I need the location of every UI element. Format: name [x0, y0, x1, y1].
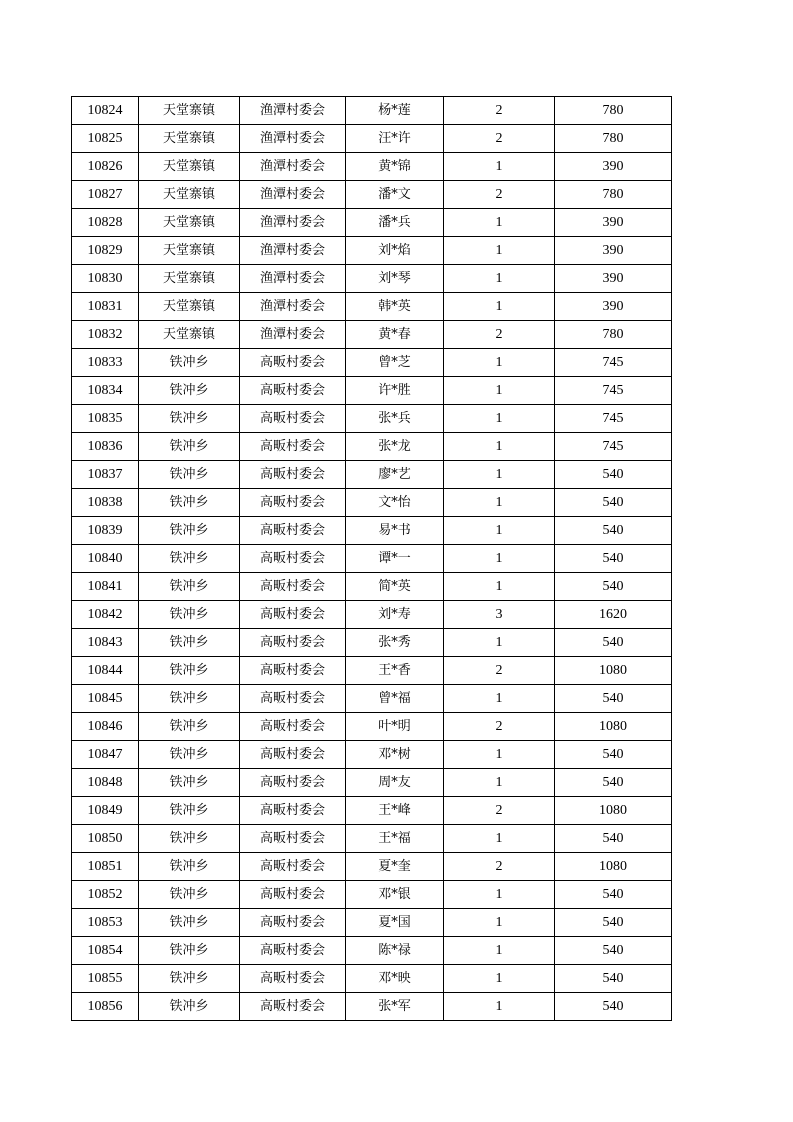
amount-cell: 1620	[555, 601, 672, 629]
name-cell: 陈*禄	[346, 937, 444, 965]
table-row	[72, 853, 672, 881]
record-id-cell: 10837	[72, 461, 139, 489]
table-row	[72, 433, 672, 461]
count-cell: 2	[444, 97, 555, 125]
record-id-cell: 10828	[72, 209, 139, 237]
town-cell: 天堂寨镇	[139, 97, 240, 125]
town-cell: 铁冲乡	[139, 881, 240, 909]
village-cell: 渔潭村委会	[240, 181, 346, 209]
village-cell: 高畈村委会	[240, 657, 346, 685]
count-cell: 1	[444, 545, 555, 573]
name-cell: 刘*琴	[346, 265, 444, 293]
count-cell: 1	[444, 489, 555, 517]
name-cell: 张*龙	[346, 433, 444, 461]
name-cell: 邓*树	[346, 741, 444, 769]
table-row	[72, 97, 672, 125]
count-cell: 1	[444, 629, 555, 657]
name-cell: 易*书	[346, 517, 444, 545]
village-cell: 渔潭村委会	[240, 293, 346, 321]
village-cell: 高畈村委会	[240, 489, 346, 517]
town-cell: 铁冲乡	[139, 713, 240, 741]
village-cell: 高畈村委会	[240, 461, 346, 489]
table-row	[72, 797, 672, 825]
name-cell: 叶*明	[346, 713, 444, 741]
record-id-cell: 10847	[72, 741, 139, 769]
amount-cell: 540	[555, 965, 672, 993]
name-cell: 谭*一	[346, 545, 444, 573]
village-cell: 高畈村委会	[240, 797, 346, 825]
amount-cell: 780	[555, 125, 672, 153]
village-cell: 高畈村委会	[240, 685, 346, 713]
name-cell: 王*香	[346, 657, 444, 685]
village-cell: 高畈村委会	[240, 993, 346, 1021]
amount-cell: 540	[555, 545, 672, 573]
table-row	[72, 321, 672, 349]
record-id-cell: 10856	[72, 993, 139, 1021]
town-cell: 天堂寨镇	[139, 293, 240, 321]
amount-cell: 745	[555, 405, 672, 433]
record-id-cell: 10842	[72, 601, 139, 629]
village-cell: 渔潭村委会	[240, 321, 346, 349]
amount-cell: 1080	[555, 853, 672, 881]
name-cell: 邓*银	[346, 881, 444, 909]
count-cell: 1	[444, 377, 555, 405]
town-cell: 铁冲乡	[139, 517, 240, 545]
name-cell: 王*福	[346, 825, 444, 853]
town-cell: 铁冲乡	[139, 993, 240, 1021]
record-id-cell: 10836	[72, 433, 139, 461]
table-row	[72, 741, 672, 769]
count-cell: 3	[444, 601, 555, 629]
name-cell: 张*军	[346, 993, 444, 1021]
count-cell: 1	[444, 573, 555, 601]
village-cell: 高畈村委会	[240, 769, 346, 797]
table-row	[72, 153, 672, 181]
amount-cell: 540	[555, 937, 672, 965]
amount-cell: 780	[555, 181, 672, 209]
village-cell: 高畈村委会	[240, 713, 346, 741]
count-cell: 1	[444, 461, 555, 489]
count-cell: 2	[444, 125, 555, 153]
name-cell: 廖*艺	[346, 461, 444, 489]
town-cell: 铁冲乡	[139, 545, 240, 573]
amount-cell: 780	[555, 321, 672, 349]
village-cell: 高畈村委会	[240, 881, 346, 909]
record-id-cell: 10838	[72, 489, 139, 517]
village-cell: 高畈村委会	[240, 573, 346, 601]
town-cell: 天堂寨镇	[139, 181, 240, 209]
record-id-cell: 10854	[72, 937, 139, 965]
name-cell: 曾*芝	[346, 349, 444, 377]
village-cell: 高畈村委会	[240, 853, 346, 881]
count-cell: 1	[444, 517, 555, 545]
record-id-cell: 10825	[72, 125, 139, 153]
name-cell: 黄*春	[346, 321, 444, 349]
town-cell: 铁冲乡	[139, 657, 240, 685]
amount-cell: 390	[555, 209, 672, 237]
record-id-cell: 10853	[72, 909, 139, 937]
town-cell: 铁冲乡	[139, 629, 240, 657]
amount-cell: 745	[555, 433, 672, 461]
amount-cell: 390	[555, 293, 672, 321]
town-cell: 铁冲乡	[139, 853, 240, 881]
table-row	[72, 657, 672, 685]
village-cell: 渔潭村委会	[240, 237, 346, 265]
record-id-cell: 10841	[72, 573, 139, 601]
count-cell: 1	[444, 433, 555, 461]
amount-cell: 1080	[555, 797, 672, 825]
table-row	[72, 405, 672, 433]
table-row	[72, 937, 672, 965]
record-id-cell: 10833	[72, 349, 139, 377]
count-cell: 1	[444, 349, 555, 377]
name-cell: 汪*许	[346, 125, 444, 153]
village-cell: 渔潭村委会	[240, 125, 346, 153]
record-id-cell: 10834	[72, 377, 139, 405]
village-cell: 渔潭村委会	[240, 153, 346, 181]
table-row	[72, 713, 672, 741]
count-cell: 2	[444, 181, 555, 209]
table-row	[72, 881, 672, 909]
village-cell: 高畈村委会	[240, 909, 346, 937]
table-row	[72, 489, 672, 517]
record-id-cell: 10829	[72, 237, 139, 265]
town-cell: 铁冲乡	[139, 349, 240, 377]
town-cell: 天堂寨镇	[139, 237, 240, 265]
town-cell: 铁冲乡	[139, 769, 240, 797]
village-cell: 渔潭村委会	[240, 209, 346, 237]
record-id-cell: 10826	[72, 153, 139, 181]
town-cell: 天堂寨镇	[139, 265, 240, 293]
amount-cell: 540	[555, 517, 672, 545]
town-cell: 铁冲乡	[139, 909, 240, 937]
amount-cell: 390	[555, 237, 672, 265]
name-cell: 杨*莲	[346, 97, 444, 125]
count-cell: 1	[444, 965, 555, 993]
village-cell: 高畈村委会	[240, 517, 346, 545]
record-id-cell: 10831	[72, 293, 139, 321]
record-id-cell: 10849	[72, 797, 139, 825]
town-cell: 铁冲乡	[139, 685, 240, 713]
table-row	[72, 601, 672, 629]
village-cell: 高畈村委会	[240, 965, 346, 993]
record-id-cell: 10851	[72, 853, 139, 881]
count-cell: 1	[444, 769, 555, 797]
table-row	[72, 181, 672, 209]
records-body	[72, 97, 672, 1021]
count-cell: 1	[444, 153, 555, 181]
count-cell: 1	[444, 881, 555, 909]
name-cell: 简*英	[346, 573, 444, 601]
town-cell: 铁冲乡	[139, 461, 240, 489]
table-row	[72, 685, 672, 713]
amount-cell: 540	[555, 461, 672, 489]
village-cell: 高畈村委会	[240, 741, 346, 769]
name-cell: 张*秀	[346, 629, 444, 657]
count-cell: 1	[444, 405, 555, 433]
table-row	[72, 125, 672, 153]
amount-cell: 1080	[555, 657, 672, 685]
name-cell: 刘*焰	[346, 237, 444, 265]
town-cell: 铁冲乡	[139, 573, 240, 601]
village-cell: 高畈村委会	[240, 825, 346, 853]
amount-cell: 540	[555, 881, 672, 909]
table-row	[72, 629, 672, 657]
count-cell: 2	[444, 853, 555, 881]
name-cell: 刘*寿	[346, 601, 444, 629]
name-cell: 夏*奎	[346, 853, 444, 881]
amount-cell: 540	[555, 769, 672, 797]
amount-cell: 780	[555, 97, 672, 125]
table-row	[72, 461, 672, 489]
count-cell: 2	[444, 797, 555, 825]
record-id-cell: 10830	[72, 265, 139, 293]
record-id-cell: 10855	[72, 965, 139, 993]
town-cell: 铁冲乡	[139, 405, 240, 433]
name-cell: 黄*锦	[346, 153, 444, 181]
village-cell: 渔潭村委会	[240, 97, 346, 125]
record-id-cell: 10852	[72, 881, 139, 909]
village-cell: 高畈村委会	[240, 937, 346, 965]
village-cell: 高畈村委会	[240, 629, 346, 657]
count-cell: 2	[444, 321, 555, 349]
count-cell: 1	[444, 237, 555, 265]
name-cell: 韩*英	[346, 293, 444, 321]
table-row	[72, 909, 672, 937]
table-row	[72, 265, 672, 293]
table-row	[72, 377, 672, 405]
record-id-cell: 10824	[72, 97, 139, 125]
town-cell: 铁冲乡	[139, 937, 240, 965]
count-cell: 1	[444, 209, 555, 237]
amount-cell: 540	[555, 993, 672, 1021]
town-cell: 天堂寨镇	[139, 125, 240, 153]
town-cell: 铁冲乡	[139, 741, 240, 769]
count-cell: 2	[444, 657, 555, 685]
name-cell: 曾*福	[346, 685, 444, 713]
table-row	[72, 993, 672, 1021]
record-id-cell: 10845	[72, 685, 139, 713]
village-cell: 高畈村委会	[240, 377, 346, 405]
town-cell: 铁冲乡	[139, 601, 240, 629]
table-row	[72, 517, 672, 545]
record-id-cell: 10832	[72, 321, 139, 349]
count-cell: 1	[444, 909, 555, 937]
count-cell: 1	[444, 293, 555, 321]
name-cell: 夏*国	[346, 909, 444, 937]
town-cell: 铁冲乡	[139, 965, 240, 993]
count-cell: 1	[444, 741, 555, 769]
town-cell: 铁冲乡	[139, 797, 240, 825]
town-cell: 天堂寨镇	[139, 153, 240, 181]
amount-cell: 1080	[555, 713, 672, 741]
amount-cell: 745	[555, 377, 672, 405]
table-row	[72, 573, 672, 601]
record-id-cell: 10850	[72, 825, 139, 853]
record-id-cell: 10844	[72, 657, 139, 685]
village-cell: 高畈村委会	[240, 601, 346, 629]
table-row	[72, 965, 672, 993]
town-cell: 天堂寨镇	[139, 209, 240, 237]
table-row	[72, 209, 672, 237]
village-cell: 高畈村委会	[240, 349, 346, 377]
table-row	[72, 237, 672, 265]
name-cell: 许*胜	[346, 377, 444, 405]
table-row	[72, 545, 672, 573]
count-cell: 1	[444, 937, 555, 965]
town-cell: 铁冲乡	[139, 433, 240, 461]
town-cell: 铁冲乡	[139, 377, 240, 405]
amount-cell: 540	[555, 909, 672, 937]
amount-cell: 540	[555, 489, 672, 517]
record-id-cell: 10835	[72, 405, 139, 433]
name-cell: 潘*兵	[346, 209, 444, 237]
town-cell: 铁冲乡	[139, 489, 240, 517]
name-cell: 潘*文	[346, 181, 444, 209]
record-id-cell: 10827	[72, 181, 139, 209]
amount-cell: 390	[555, 265, 672, 293]
record-id-cell: 10843	[72, 629, 139, 657]
count-cell: 1	[444, 685, 555, 713]
table-row	[72, 825, 672, 853]
table-row	[72, 349, 672, 377]
count-cell: 1	[444, 825, 555, 853]
town-cell: 天堂寨镇	[139, 321, 240, 349]
village-cell: 高畈村委会	[240, 405, 346, 433]
village-cell: 高畈村委会	[240, 433, 346, 461]
amount-cell: 390	[555, 153, 672, 181]
record-id-cell: 10840	[72, 545, 139, 573]
record-id-cell: 10848	[72, 769, 139, 797]
count-cell: 1	[444, 993, 555, 1021]
village-cell: 渔潭村委会	[240, 265, 346, 293]
name-cell: 张*兵	[346, 405, 444, 433]
records-table	[71, 96, 672, 1021]
count-cell: 1	[444, 265, 555, 293]
count-cell: 2	[444, 713, 555, 741]
name-cell: 文*怡	[346, 489, 444, 517]
town-cell: 铁冲乡	[139, 825, 240, 853]
village-cell: 高畈村委会	[240, 545, 346, 573]
name-cell: 王*峰	[346, 797, 444, 825]
name-cell: 邓*映	[346, 965, 444, 993]
record-id-cell: 10846	[72, 713, 139, 741]
amount-cell: 540	[555, 629, 672, 657]
name-cell: 周*友	[346, 769, 444, 797]
amount-cell: 745	[555, 349, 672, 377]
amount-cell: 540	[555, 685, 672, 713]
table-row	[72, 293, 672, 321]
amount-cell: 540	[555, 573, 672, 601]
amount-cell: 540	[555, 741, 672, 769]
table-row	[72, 769, 672, 797]
amount-cell: 540	[555, 825, 672, 853]
record-id-cell: 10839	[72, 517, 139, 545]
